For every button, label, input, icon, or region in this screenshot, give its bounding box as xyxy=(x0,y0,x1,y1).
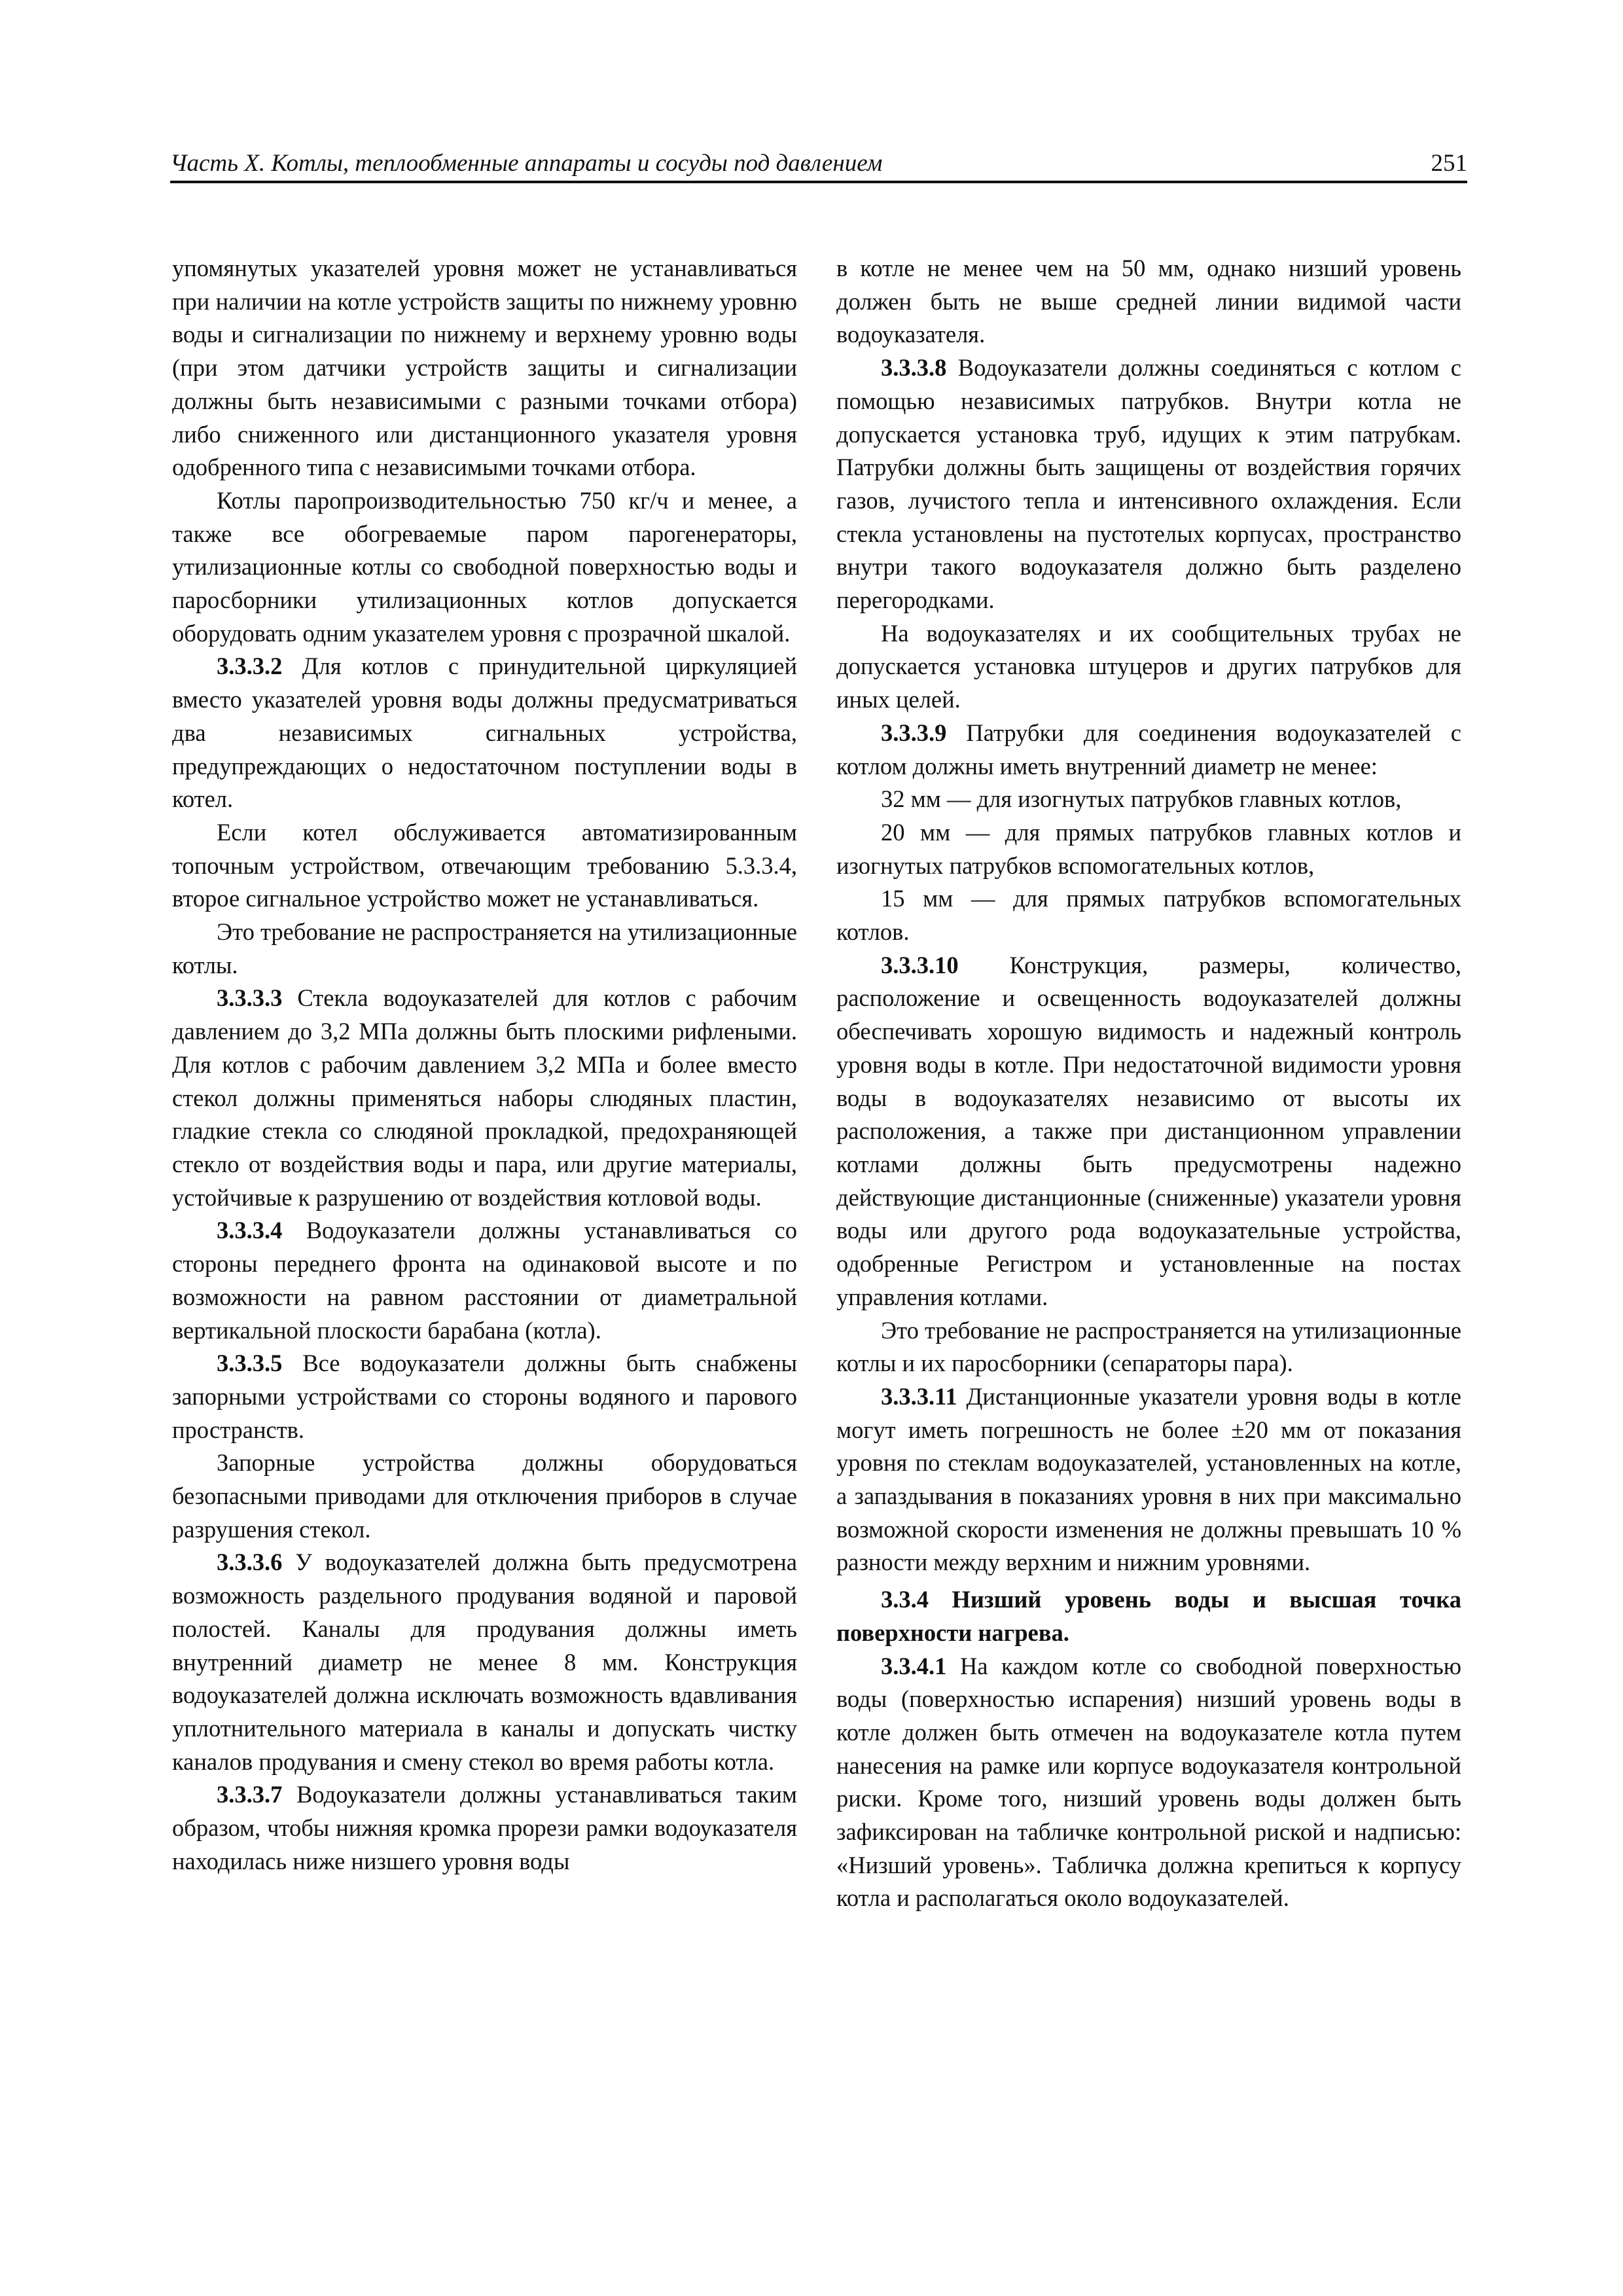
running-header xyxy=(170,145,1467,182)
clause-number: 3.3.3.5 xyxy=(217,1350,283,1377)
paragraph xyxy=(172,982,797,1214)
paragraph xyxy=(172,816,797,916)
paragraph-text: 3.3.4 Низший уровень воды и высшая точка поверхности нагрева. xyxy=(836,1586,1461,1646)
paragraph xyxy=(172,484,797,651)
paragraph xyxy=(172,650,797,816)
paragraph-text: в котле не менее чем на 50 мм, однако низший уровень должен быть не выше средней линии видимой части водоуказателя. xyxy=(836,255,1461,348)
paragraph xyxy=(172,1778,797,1878)
paragraph xyxy=(836,351,1461,617)
paragraph-text: На водоуказателях и их сообщительных трубах не допускается установка штуцеров и других патрубков для иных целей. xyxy=(836,619,1461,713)
paragraph-text: Стекла водоуказателей для котлов с рабочим давлением до 3,2 МПа должны быть плоскими рифлеными. Для котлов с рабочим давлением 3,2 МПа и более вместо стекол должны применяться наборы слюдяных пластин, гладкие стекла со слюдяной прокладкой, предохраняющей стекло от воздействия воды и пара, или другие материалы, устойчивые к разрушению от воздействия котловой воды. xyxy=(172,984,797,1211)
right-column xyxy=(836,252,1461,1915)
clause-number: 3.3.3.8 xyxy=(881,354,947,382)
paragraph xyxy=(836,617,1461,717)
paragraph-text: На каждом котле со свободной поверхностью воды (поверхностью испарения) низший уровень воды в котле должен быть отмечен на водоуказателе котла путем нанесения на рамке или корпусе водоуказателя контрольной риски. Кроме того, низший уровень воды должен быть зафиксирован на табличке контрольной риской и надписью: «Низший уровень». Табличка должна крепиться к корпусу котла и располагаться около водоуказателей. xyxy=(836,1652,1462,1912)
paragraph-text: 32 мм — для изогнутых патрубков главных котлов, xyxy=(881,785,1402,813)
clause-number: 3.3.3.7 xyxy=(217,1781,283,1808)
left-column xyxy=(172,252,797,1878)
paragraph-text: Котлы паропроизводительностью 750 кг/ч и менее, а также все обогреваемые паром парогенераторы, утилизационные котлы со свободной поверхностью воды и паросборники утилизационных котлов допускается оборудовать одним указателем уровня с прозрачной шкалой. xyxy=(172,486,797,647)
clause-number: 3.3.3.11 xyxy=(881,1382,957,1410)
paragraph xyxy=(836,816,1461,882)
paragraph xyxy=(836,717,1461,783)
paragraph-text: Это требование не распространяется на утилизационные котлы. xyxy=(172,918,797,978)
paragraph-text: Для котлов с принудительной циркуляцией вместо указателей уровня воды должны предусматриваться два независимых сигнальных устройства, предупреждающих о недостаточном поступлении воды в котел. xyxy=(172,653,797,813)
page-number: 251 xyxy=(1431,150,1467,177)
clause-number: 3.3.3.9 xyxy=(881,719,947,746)
header-rule xyxy=(170,181,1467,183)
paragraph xyxy=(836,1583,1461,1649)
paragraph-text: Если котел обслуживается автоматизированным топочным устройством, отвечающим требованию 5.3.3.4, второе сигнальное устройство может не устанавливаться. xyxy=(172,818,797,912)
paragraph xyxy=(836,783,1461,816)
paragraph xyxy=(172,1546,797,1778)
paragraph xyxy=(836,1314,1461,1380)
clause-number: 3.3.4.1 xyxy=(881,1652,947,1679)
paragraph-text: У водоуказателей должна быть предусмотрена возможность раздельного продувания водяной и паровой полостей. Каналы для продувания должны иметь внутренний диаметр не менее 8 мм. Конструкция водоуказателей должна исключать возможность вдавливания уплотнительного материала в каналы и допускать чистку каналов продувания и смену стекол во время работы котла. xyxy=(172,1549,797,1775)
paragraph-text: Запорные устройства должны оборудоваться безопасными приводами для отключения приборов в случае разрушения стекол. xyxy=(172,1449,797,1543)
paragraph xyxy=(172,1446,797,1546)
clause-number: 3.3.3.3 xyxy=(217,984,283,1012)
paragraph-text: Дистанционные указатели уровня воды в котле могут иметь погрешность не более ±20 мм от показания уровня по стеклам водоуказателей, установленных на котле, а запаздывания в показаниях уровня в них при максимально возможной скорости изменения не должны превышать 10 % разности между верхним и нижним уровнями. xyxy=(836,1382,1462,1576)
clause-number: 3.3.3.2 xyxy=(217,653,283,680)
paragraph xyxy=(836,1650,1461,1916)
paragraph xyxy=(172,1214,797,1347)
paragraph xyxy=(836,1380,1461,1579)
paragraph-text: Патрубки для соединения водоуказателей с котлом должны иметь внутренний диаметр не менее: xyxy=(836,719,1461,780)
paragraph-text: Водоуказатели должны соединяться с котлом с помощью независимых патрубков. Внутри котла не допускается установка труб, идущих к этим патрубкам. Патрубки должны быть защищены от воздействия горячих газов, лучистого тепла и интенсивного охлаждения. Если стекла установлены на пустотелых корпусах, пространство внутри такого водоуказателя должно быть разделено перегородками. xyxy=(836,354,1462,614)
paragraph-text: упомянутых указателей уровня может не устанавливаться при наличии на котле устройств защиты по нижнему уровню воды и сигнализации по нижнему и верхнему уровню воды (при этом датчики устройств защиты и сигнализации должны быть независимыми с разными точками отбора) либо сниженного или дистанционного указателя уровня одобренного типа с независимыми точками отбора. xyxy=(172,255,797,481)
paragraph xyxy=(172,1347,797,1446)
paragraph xyxy=(836,882,1461,948)
paragraph-text: 15 мм — для прямых патрубков вспомогательных котлов. xyxy=(836,885,1461,946)
paragraph xyxy=(836,252,1461,351)
paragraph-text: Водоуказатели должны устанавливаться таким образом, чтобы нижняя кромка прорези рамки водоуказателя находилась ниже низшего уровня воды xyxy=(172,1781,797,1874)
clause-number: 3.3.3.10 xyxy=(881,951,959,978)
paragraph-text: Конструкция, размеры, количество, расположение и освещенность водоуказателей должны обеспечивать хорошую видимость и надежный контроль уровня воды в котле. При недостаточной видимости уровня воды в водоуказателях независимо от высоты их расположения, а также при дистанционном управлении котлами должны быть предусмотрены надежно действующие дистанционные (сниженные) указатели уровня воды или другого рода водоуказательные устройства, одобренные Регистром и установленные на постах управления котлами. xyxy=(836,951,1461,1310)
clause-number: 3.3.3.4 xyxy=(217,1217,283,1244)
header-title: Часть X. Котлы, теплообменные аппараты и сосуды под давлением xyxy=(170,150,883,177)
paragraph xyxy=(172,252,797,484)
clause-number: 3.3.3.6 xyxy=(217,1549,283,1576)
paragraph-text: Это требование не распространяется на утилизационные котлы и их паросборники (сепараторы пара). xyxy=(836,1316,1461,1377)
paragraph xyxy=(836,949,1461,1314)
paragraph-text: Водоуказатели должны устанавливаться со стороны переднего фронта на одинаковой высоте и по возможности на равном расстоянии от диаметральной вертикальной плоскости барабана (котла). xyxy=(172,1217,797,1344)
paragraph-text: 20 мм — для прямых патрубков главных котлов и изогнутых патрубков вспомогательных котлов, xyxy=(836,818,1461,879)
paragraph xyxy=(172,916,797,982)
paragraph-text: Все водоуказатели должны быть снабжены запорными устройствами со стороны водяного и парового пространств. xyxy=(172,1350,798,1443)
